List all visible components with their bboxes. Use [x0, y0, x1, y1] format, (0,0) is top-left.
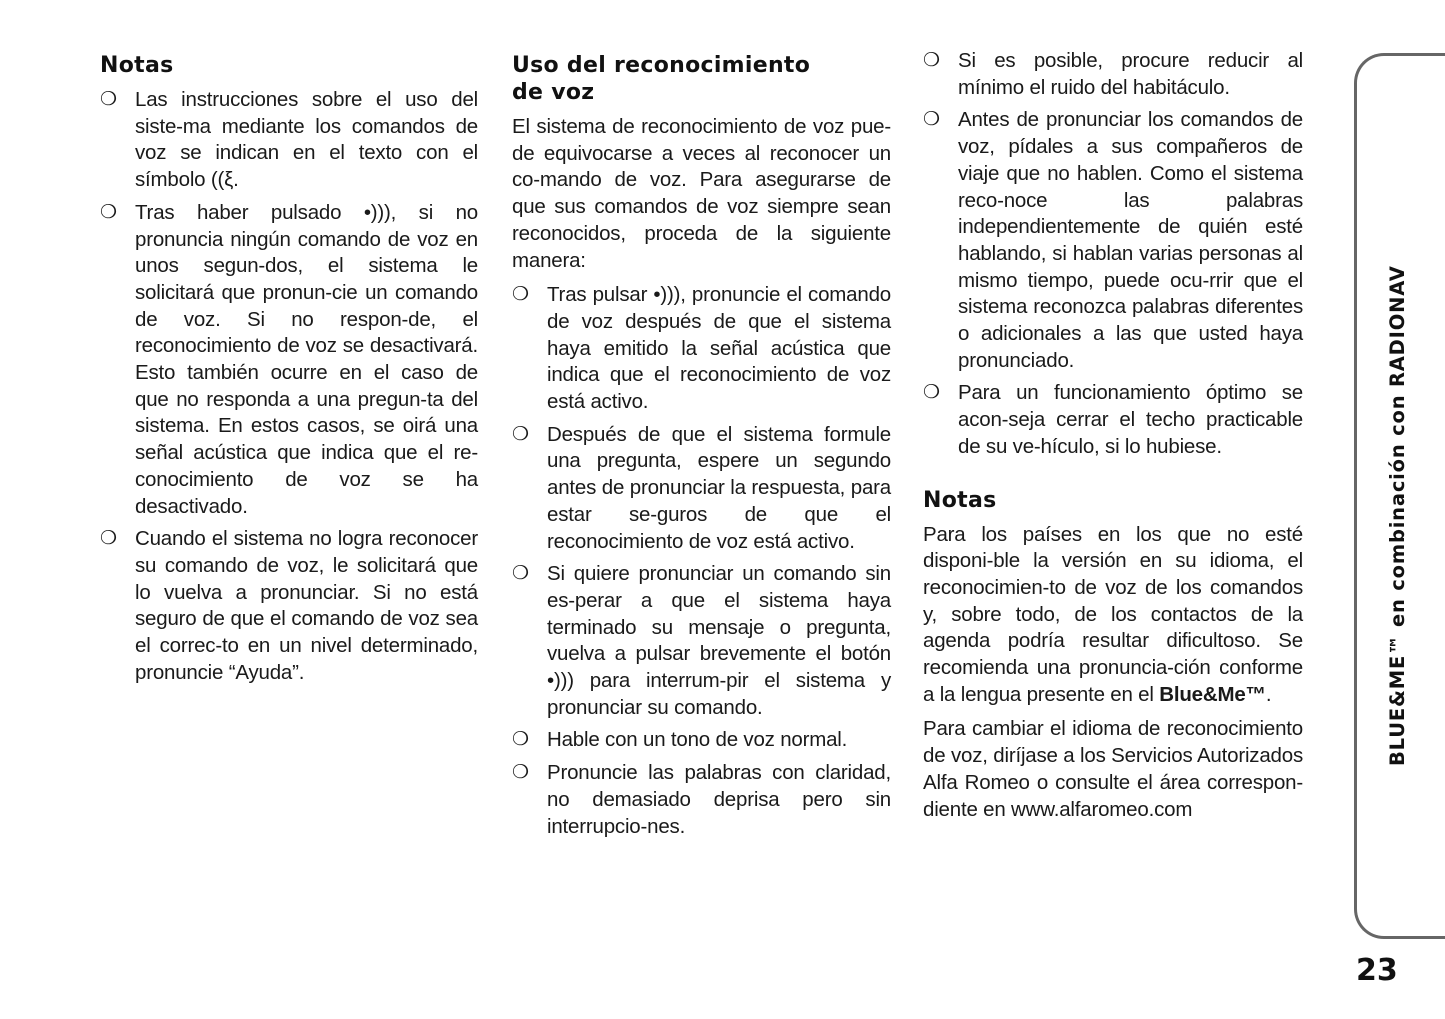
list-item-text: Antes de pronunciar los comandos de voz, pídales a sus compañeros de viaje que no hablen. Como el sistema reco-noce las palabras independientemente de quién esté hablando, si hablan varias personas al mismo tiempo, puede ocu-rrir que el sistema reconozca palabras diferentes o adicionales a las que usted haya pronunciado.	[958, 108, 1303, 372]
notes-paragraph-2: Para cambiar el idioma de reconocimiento de voz, diríjase a los Servicios Autorizados Alfa Romeo o consulte el área correspon-diente en www.alfaromeo.com	[923, 717, 1303, 821]
brand-name: Blue&Me™	[1159, 682, 1266, 706]
bullet-circle-icon: ❍	[512, 729, 529, 751]
notes-paragraph-1-text: Para los países en los que no esté disponi-ble la versión en su idioma, el reconocimien-to de voz de los comandos y, sobre todo, de los contactos de la agenda podría resultar dificultoso. Se recomienda una pronuncia-ción conforme a la lengua presente en el	[923, 522, 1303, 706]
bullet-circle-icon: ❍	[512, 284, 529, 306]
bullet-circle-icon: ❍	[100, 201, 117, 223]
bullet-circle-icon: ❍	[100, 89, 117, 110]
notes-paragraph-1	[923, 522, 1303, 709]
bullet-circle-icon: ❍	[923, 382, 940, 404]
list-item-text: Tras haber pulsado •))), si no pronuncia ningún comando de voz en unos segun-dos, el sistema le solicitará que pronun-cie un comando de voz. Si no respon-de, el reconocimiento de voz se desactivará. Esto también ocurre en el caso de que no responda a una pregun-ta del sistema. En estos casos, se oirá una señal acústica que indica que el re-conocimiento de voz se ha desactivado.	[135, 200, 478, 518]
list-item-text: Hable con un tono de voz normal.	[547, 728, 848, 752]
list-item	[923, 107, 1303, 374]
notes-heading: Notas	[923, 487, 997, 513]
bullet-circle-icon: ❍	[923, 109, 940, 131]
notes-heading: Notas	[100, 53, 174, 78]
list-item	[100, 526, 478, 686]
bullet-circle-icon: ❍	[512, 563, 529, 585]
column-middle	[512, 48, 891, 846]
list-item	[512, 282, 891, 416]
tips-list	[923, 48, 1303, 461]
list-item-text: Tras pulsar •))), pronuncie el comando de voz después de que el sistema haya emitido la señal acústica que indica que el reconocimiento de voz está activo.	[547, 283, 891, 414]
list-item-text: Después de que el sistema formule una pregunta, espere un segundo antes de pronunciar la respuesta, para estar se-guros de que el reconocimiento de voz está activo.	[547, 422, 891, 553]
list-item	[512, 760, 891, 840]
list-item	[512, 422, 891, 556]
list-item	[100, 200, 478, 520]
list-item-text: Para un funcionamiento óptimo se acon-seja cerrar el techo practicable de su ve-hículo, si lo hubiese.	[958, 381, 1303, 458]
bullet-circle-icon: ❍	[512, 762, 529, 784]
section-heading	[512, 52, 891, 106]
list-item-text: Pronuncie las palabras con claridad, no demasiado deprisa pero sin interrupcio-nes.	[547, 761, 891, 838]
page-number: 23	[1356, 953, 1398, 988]
list-item	[923, 48, 1303, 101]
column-right	[923, 48, 1303, 831]
list-item-text: Si es posible, procure reducir al mínimo el ruido del habitáculo.	[958, 49, 1303, 99]
notes-list	[100, 87, 478, 686]
list-item	[100, 87, 478, 194]
section-heading-line1: Uso del reconocimiento	[512, 53, 811, 78]
column-left	[100, 48, 478, 692]
list-item	[923, 380, 1303, 460]
list-item-text: Si quiere pronunciar un comando sin es-perar a que el sistema haya terminado su mensaje o pregunta, vuelva a pulsar brevemente el botón •))) para interrum-pir el sistema y pronunciar su comando.	[547, 562, 891, 719]
list-item	[512, 727, 891, 754]
instructions-list	[512, 282, 891, 840]
bullet-circle-icon: ❍	[100, 528, 117, 550]
list-item-text: Cuando el sistema no logra reconocer su comando de voz, le solicitará que lo vuelva a pronunciar. Si no está seguro de que el comando de voz sea el correc-to en un nivel determinado, pronuncie “Ayuda”.	[135, 527, 478, 684]
section-heading-line2: de voz	[512, 80, 595, 105]
intro-paragraph: El sistema de reconocimiento de voz pue-de equivocarse a veces al reconocer un co-mando de voz. Para asegurarse de que sus comandos de voz siempre sean reconocidos, proceda de la siguiente manera:	[512, 115, 891, 272]
list-item-text: Las instrucciones sobre el uso del siste-ma mediante los comandos de voz se indican en el texto con el símbolo ((ξ.	[135, 88, 478, 192]
section-tab-label: BLUE&ME™ en combinación con RADIONAV	[1386, 265, 1409, 766]
notes-paragraph-1-end: .	[1265, 682, 1272, 706]
list-item	[512, 561, 891, 721]
bullet-circle-icon: ❍	[923, 50, 940, 71]
bullet-circle-icon: ❍	[512, 423, 529, 445]
